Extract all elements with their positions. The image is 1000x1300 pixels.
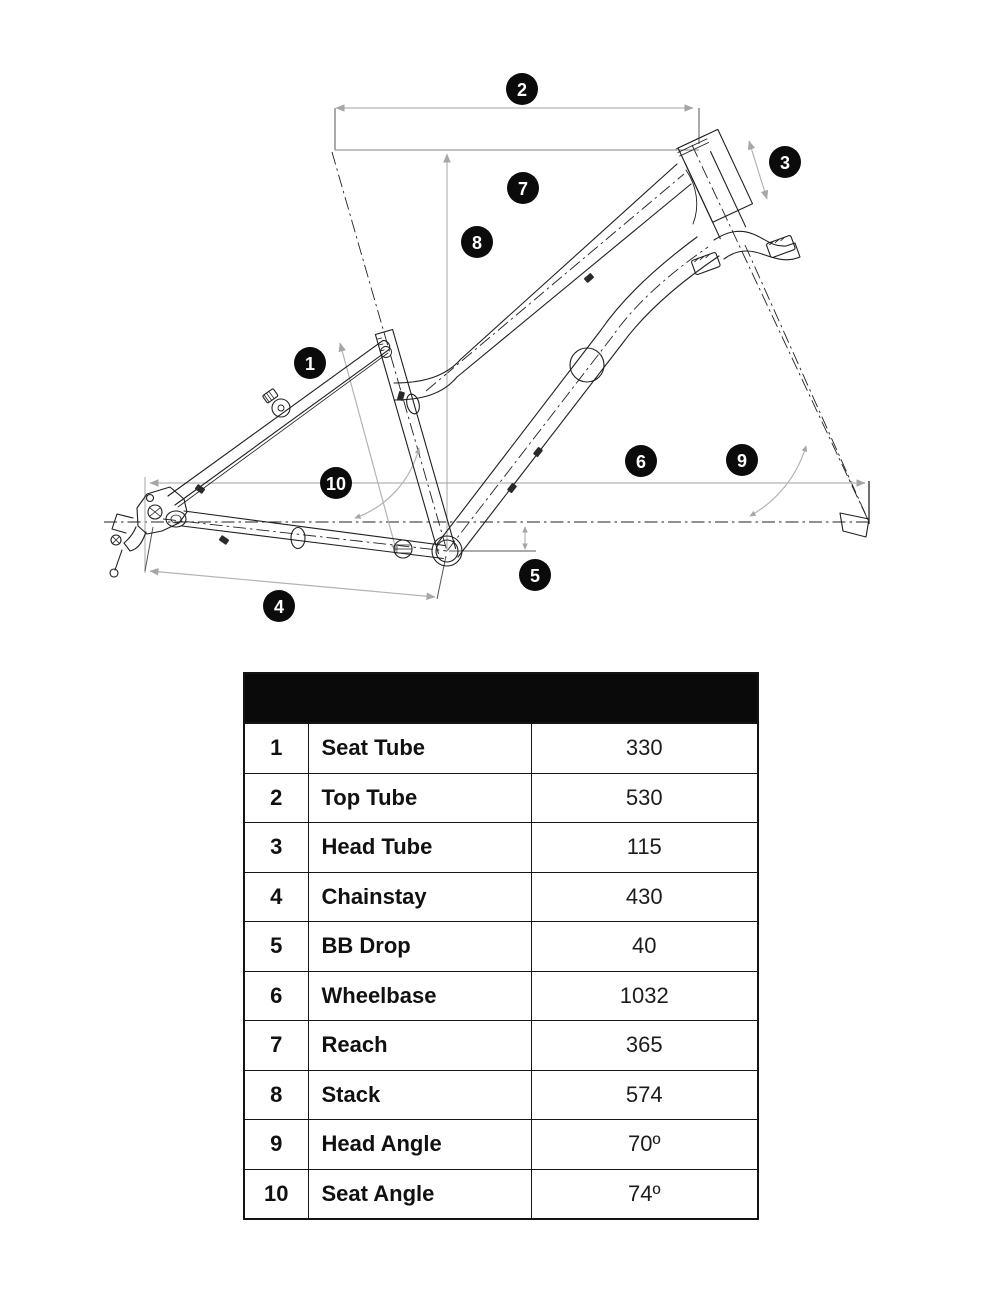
row-number-cell: 4 xyxy=(244,872,308,922)
row-number-cell: 9 xyxy=(244,1120,308,1170)
table-row xyxy=(244,971,758,1021)
row-label-cell: Stack xyxy=(308,1070,531,1120)
table-row xyxy=(244,723,758,773)
centerlines xyxy=(104,145,869,551)
table-row xyxy=(244,872,758,922)
callout-1 xyxy=(294,347,326,379)
callout-number: 4 xyxy=(273,597,285,617)
top-tube xyxy=(394,164,691,400)
frame-drawing xyxy=(110,129,869,577)
row-label-cell: Head Angle xyxy=(308,1120,531,1170)
row-number-cell: 7 xyxy=(244,1021,308,1071)
callout-number: 9 xyxy=(736,451,748,471)
row-value-cell: 115 xyxy=(531,823,758,873)
seat-tube-dim xyxy=(340,343,397,553)
row-label-cell: BB Drop xyxy=(308,922,531,972)
row-label-cell: Head Tube xyxy=(308,823,531,873)
table-row xyxy=(244,1169,758,1219)
geometry-table-body xyxy=(244,723,758,1219)
rear-dropout xyxy=(110,487,187,577)
callout-7 xyxy=(507,172,539,204)
row-label-cell: Seat Angle xyxy=(308,1169,531,1219)
geometry-table-grid xyxy=(243,672,759,1220)
head-tube-dim xyxy=(749,141,767,199)
row-label-cell: Wheelbase xyxy=(308,971,531,1021)
callout-number: 3 xyxy=(779,153,791,173)
row-number-cell: 3 xyxy=(244,823,308,873)
chainstays xyxy=(182,511,445,559)
table-header-row xyxy=(244,673,758,723)
chainstay-detail xyxy=(291,528,305,549)
steering-axis xyxy=(692,145,869,522)
headset-spacers xyxy=(676,135,708,156)
table-row xyxy=(244,1070,758,1120)
row-value-cell: 430 xyxy=(531,872,758,922)
head-angle-arc xyxy=(750,446,806,516)
row-value-cell: 574 xyxy=(531,1070,758,1120)
construction-lines xyxy=(145,108,869,599)
row-label-cell: Reach xyxy=(308,1021,531,1071)
callout-number: 2 xyxy=(516,80,528,100)
head-gusset xyxy=(686,170,697,224)
row-label-cell: Seat Tube xyxy=(308,723,531,773)
row-number-cell: 10 xyxy=(244,1169,308,1219)
dimension-lines xyxy=(145,108,865,597)
row-value-cell: 365 xyxy=(531,1021,758,1071)
seat-stay-qr xyxy=(262,388,290,417)
callout-number: 8 xyxy=(471,233,483,253)
table-row xyxy=(244,922,758,972)
callout-10 xyxy=(320,467,352,499)
geometry-table xyxy=(243,672,757,1220)
callout-number: 1 xyxy=(304,354,316,374)
cable-port xyxy=(570,348,604,382)
callout-4 xyxy=(263,590,295,622)
callout-number: 6 xyxy=(635,452,647,472)
callout-9 xyxy=(726,444,758,476)
row-number-cell: 8 xyxy=(244,1070,308,1120)
row-label-cell: Chainstay xyxy=(308,872,531,922)
kickstand-mount xyxy=(394,540,412,558)
callout-number: 10 xyxy=(325,474,347,494)
fork-tip xyxy=(840,513,869,537)
fork-blade-centerline xyxy=(745,245,869,522)
row-value-cell: 40 xyxy=(531,922,758,972)
table-row xyxy=(244,773,758,823)
row-value-cell: 1032 xyxy=(531,971,758,1021)
callout-number: 7 xyxy=(517,179,529,199)
seat-stays xyxy=(168,341,392,507)
row-number-cell: 2 xyxy=(244,773,308,823)
row-value-cell: 530 xyxy=(531,773,758,823)
chainstay-dim xyxy=(150,571,435,597)
row-number-cell: 1 xyxy=(244,723,308,773)
callout-2 xyxy=(506,73,538,105)
top-tube-axis xyxy=(426,174,684,391)
row-number-cell: 5 xyxy=(244,922,308,972)
table-header-bar xyxy=(244,673,758,723)
callout-3 xyxy=(769,146,801,178)
row-label-cell: Top Tube xyxy=(308,773,531,823)
callout-6 xyxy=(625,445,657,477)
row-value-cell: 74º xyxy=(531,1169,758,1219)
table-row xyxy=(244,1120,758,1170)
head-tube xyxy=(676,129,752,238)
callout-8 xyxy=(461,226,493,258)
fork-crown xyxy=(691,231,800,275)
callout-5 xyxy=(519,559,551,591)
callout-number: 5 xyxy=(529,566,541,586)
down-tube-axis xyxy=(447,247,708,551)
row-value-cell: 330 xyxy=(531,723,758,773)
row-number-cell: 6 xyxy=(244,971,308,1021)
chainstay-ext-right xyxy=(437,556,446,599)
table-row xyxy=(244,1021,758,1071)
table-row xyxy=(244,823,758,873)
row-value-cell: 70º xyxy=(531,1120,758,1170)
